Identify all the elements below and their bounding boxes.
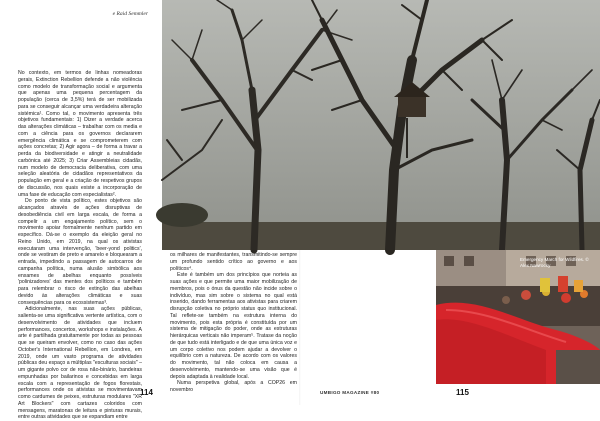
- photo-caption: Emergency March for Wildfires. © Alex Nawrocky: [520, 257, 589, 268]
- article-paragraph: Este é também um dos princípios que norteia as suas ações e que permite uma maior mobilização de membros, pois o ónus da questão não incide sobre o indivíduo, mas sim sobre o sistema no qual está inserido, dando ferramentas aos ativistas para criarem disrupção coletiva no próprio status quo institucional. Tal reflete-se também na estrutura interna do movimento, pois esta própria é constituída por um sistema de mitigação do poder, onde as estruturas hierárquicas verticais não imperam⁵. Tratase da noção de que tudo está interligado e de que uma única voz e um corpo coletivo nos podem ajudar a devolver o equilíbrio com a natureza. De acordo com os valores do movimento, tal não coloca em causa a desenvolvimento, mantendo-se uma visão que é depois adaptada à realidade local.: [170, 272, 297, 380]
- article-column-left: [18, 70, 142, 421]
- march-illustration: [436, 250, 600, 384]
- article-paragraph: os milhares de manifestantes, transmitindo-se sempre um profundo sentido crítico ao governo e aos políticos⁴.: [170, 252, 297, 272]
- page-number-right: 115: [456, 388, 469, 397]
- article-paragraph: Do ponto de vista político, estes objetivos são alcançados através de ações disruptivas de desobediência civil em larga escala, de forma a compelir a um engajamento político, sem o movimento apoiar formalmente nenhum partido em específico. Dá-se o exemplo da eleição geral no Reino Unido, em 2019, na qual os ativistas executaram uma intervenção, 'beer-yond politics', onde se vestiram de preto e amarelo e bloquearam a entrada, impedindo a passagem de autocarros de campanha política, numa alusão simbólica aos enxames de abelhas enquanto possíveis 'polinizadores' das mentes dos políticos e também para relembrar o risco de extinção das abelhas devido às alterações climáticas e suas consequências para os ecossistemas³.: [18, 198, 142, 306]
- article-paragraph: Numa perspetiva global, após a COP26 em novembro: [170, 380, 297, 393]
- article-paragraph: No contexto, em termos de linhas nomeadoras gerais, Extinction Rebellion defende a não violência como modelo de transformação social e argumenta que apenas uma pequena percentagem da população (cerca de 3,5%) terá de ser mobilizada para se conseguir alcançar uma verdadeira alteração sistémica¹. Como tal, o movimento apresenta três objetivos fundamentais: 1) Dizer a verdade acerca das alterações climáticas – trabalhar com os media e com a ciência para os governos declararem emergência climática e se comprometerem com ações concretas; 2) Agir agora – de forma a travar a perda da biodiversidade e atingir a neutralidade carbónica até 2025; 3) Criar Assembleias cidadãs, num modelo de democracia deliberativa, com uma seleção aleatória de cidadãos representativos da população em geral e a criação de respetivos grupos de discussão, nos quais existe a incorporação de uma fase de educação com especialistas².: [18, 70, 142, 198]
- photo-emergency-march: [436, 250, 600, 384]
- article-paragraph: Adicionalmente, nas suas ações públicas, salienta-se uma significativa vertente artística, com o desenvolvimento de atividades que incluem performances, concertos, workshops e instalações. A arte é partilhada gratuitamente por todas as pessoas que se queiram envolver, como no caso das ações October's International Rebellion, em Londres, em 2019, onde um vasto programa de atividades públicas deu espaço a múltiplas "esculturas sociais" – um gigante polvo cor de rosa não-binário, bandeiras empunhadas por bailarinos e concebidas em larga escala com a representação de fogos florestais, performances onde os ativistas se movimentavam como cardumes de peixes, estruturas modulares "XR Art Blockers" com cartazes coloridos com mensagens, maratonas de leitura e pinturas murais, entre outras atividades que se expandiam entre: [18, 306, 142, 421]
- trees-illustration: [162, 0, 600, 250]
- author-name: e Raid Semmler: [112, 11, 148, 17]
- page-number-left: 114: [140, 388, 153, 397]
- photo-trees-treehouse: [162, 0, 600, 250]
- treehouse-shape: [398, 95, 426, 117]
- article-column-middle: [170, 252, 297, 392]
- magazine-name: UMBIGO MAGAZINE #80: [320, 390, 380, 395]
